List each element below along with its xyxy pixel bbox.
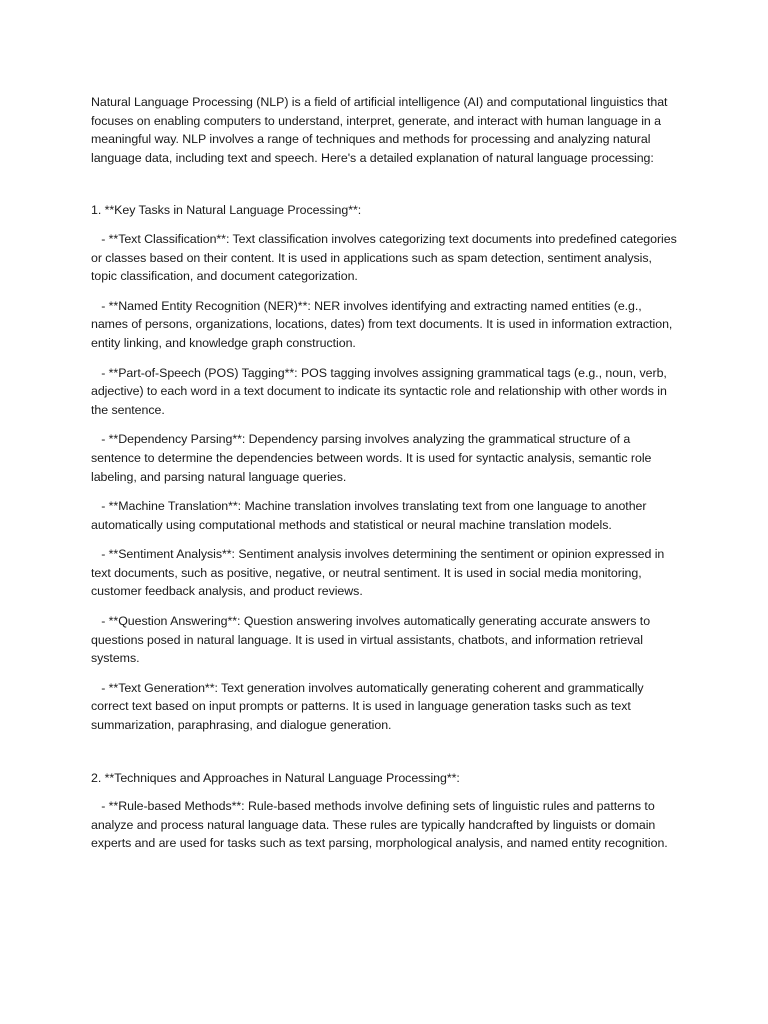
section-heading-key-tasks: 1. **Key Tasks in Natural Language Processing**: [91, 203, 362, 218]
section-heading-techniques: 2. **Techniques and Approaches in Natural Language Processing**: [91, 770, 460, 785]
list-item-pos-tagging: - **Part-of-Speech (POS) Tagging**: POS tagging involves assigning grammatical tags (e.g., noun, verb, adjective) to each word in a text document to indicate its syntactic role and relationship with other words in the sentence. [91, 365, 671, 417]
document-body [91, 93, 681, 864]
intro-paragraph: Natural Language Processing (NLP) is a field of artificial intelligence (AI) and computational linguistics that focuses on enabling computers to understand, interpret, generate, and interact with human language in a meaningful way. NLP involves a range of techniques and methods for processing and analyzing natural language data, including text and speech. Here's a detailed explanation of natural language processing: [91, 95, 668, 165]
list-item-text-generation: - **Text Generation**: Text generation involves automatically generating coherent and grammatically correct text based on input prompts or patterns. It is used in language generation tasks such as text summarization, paraphrasing, and dialogue generation. [91, 680, 647, 733]
list-item-question-answering: - **Question Answering**: Question answering involves automatically generating accurate answers to questions posed in natural language. It is used in virtual assistants, chatbots, and information retrieval systems. [91, 614, 654, 666]
list-item-sentiment-analysis: - **Sentiment Analysis**: Sentiment analysis involves determining the sentiment or opinion expressed in text documents, such as positive, negative, or neutral sentiment. It is used in social media monitoring, customer feedback analysis, and product reviews. [91, 547, 668, 599]
list-item-dependency-parsing: - **Dependency Parsing**: Dependency parsing involves analyzing the grammatical structure of a sentence to determine the dependencies between words. It is used for syntactic analysis, semantic role labeling, and parsing natural language queries. [91, 432, 655, 484]
list-item-text-classification: - **Text Classification**: Text classification involves categorizing text documents into predefined categories or classes based on their content. It is used in applications such as spam detection, sentiment analysis, topic classification, and document categorization. [91, 231, 681, 284]
list-item-machine-translation: - **Machine Translation**: Machine translation involves translating text from one language to another automatically using computational methods and statistical or neural machine translation models. [91, 499, 650, 532]
list-item-rule-based-methods: - **Rule-based Methods**: Rule-based methods involve defining sets of linguistic rules and patterns to analyze and process natural language data. These rules are typically handcrafted by linguists or domain experts and are used for tasks such as text parsing, morphological analysis, and named entity recognition. [91, 799, 668, 851]
list-item-named-entity-recognition: - **Named Entity Recognition (NER)**: NER involves identifying and extracting named entities (e.g., names of persons, organizations, locations, dates) from text documents. It is used in information extraction, entity linking, and knowledge graph construction. [91, 298, 676, 350]
